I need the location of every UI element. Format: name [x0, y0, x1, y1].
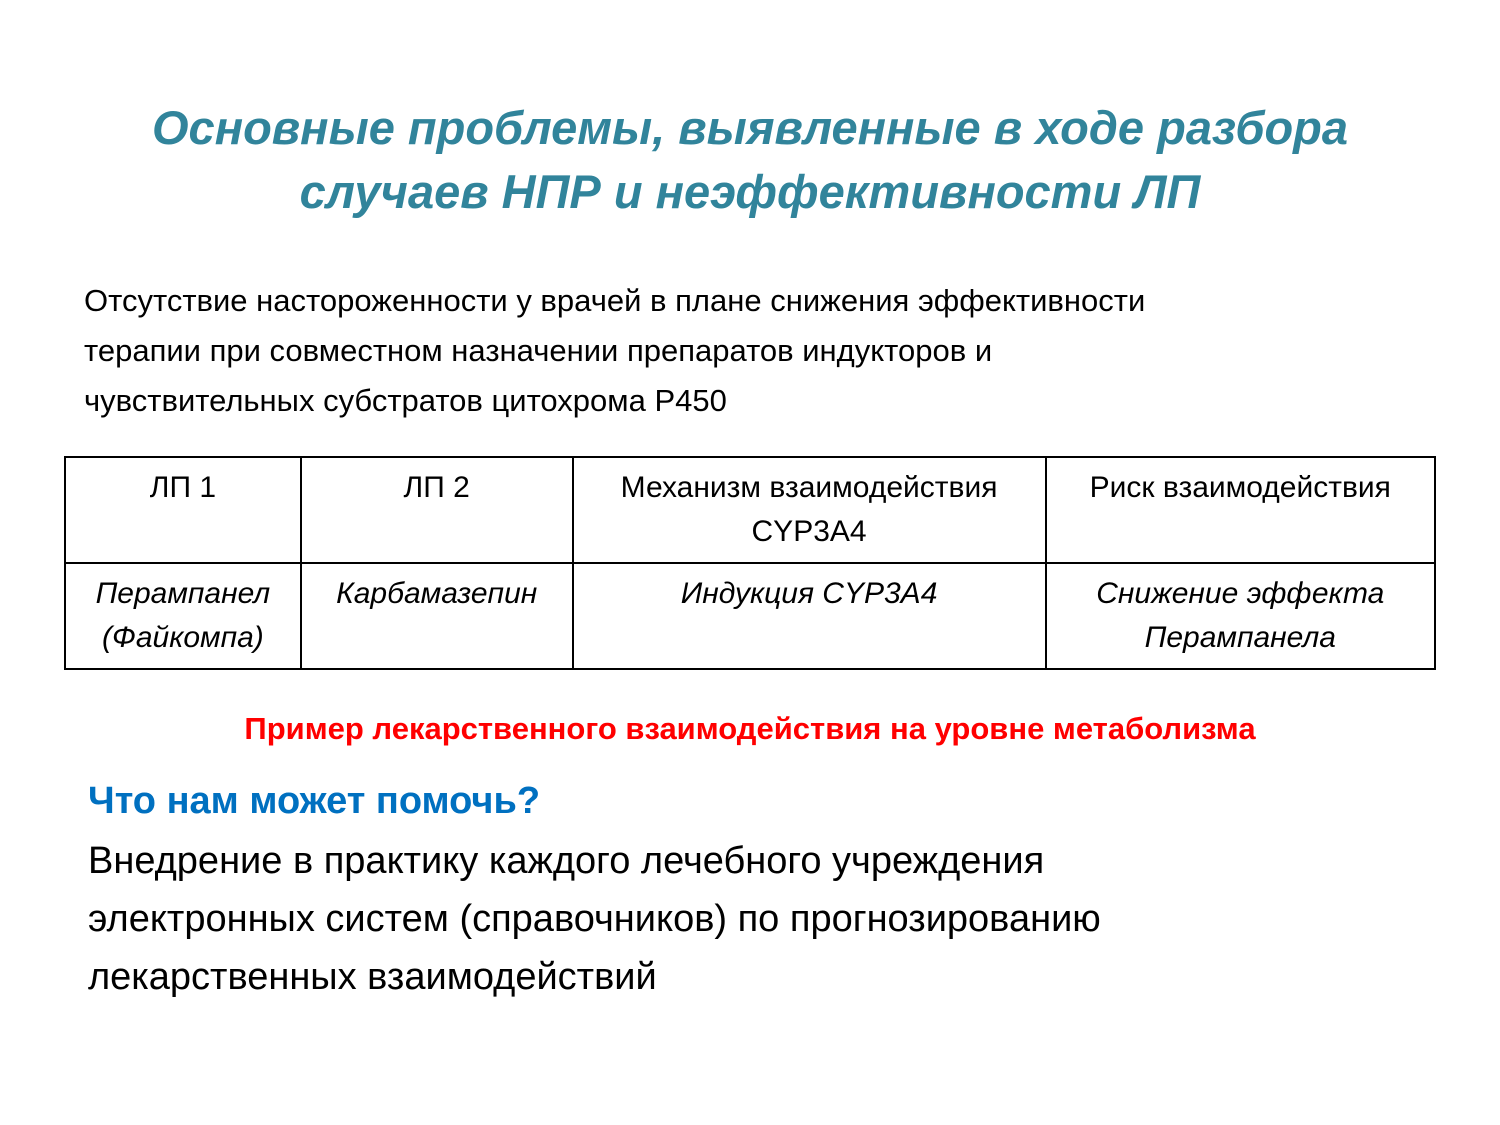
- answer-line: лекарственных взаимодействий: [88, 956, 657, 998]
- header-cell-risk: [1046, 457, 1435, 563]
- cell-text: Снижение эффекта: [1096, 577, 1385, 610]
- cell-text: Перампанел: [95, 577, 271, 610]
- header-cell-text: ЛП 1: [149, 471, 217, 504]
- header-cell-text: Риск взаимодействия: [1089, 471, 1391, 504]
- intro-paragraph: [84, 276, 1424, 426]
- header-cell-mechanism: [573, 457, 1046, 563]
- header-cell-text: ЛП 2: [403, 471, 470, 504]
- cell-mechanism: [573, 563, 1046, 669]
- cell-text: Индукция CYP3A4: [680, 577, 938, 610]
- table-header-row: [65, 457, 1435, 563]
- cell-drug-1: [65, 563, 301, 669]
- question-heading: Что нам может помочь?: [88, 780, 541, 822]
- answer-paragraph: [88, 832, 1448, 1006]
- cell-risk: [1046, 563, 1435, 669]
- cell-text: Перампанела: [1144, 621, 1336, 654]
- slide-title: [60, 96, 1440, 224]
- cell-text: Карбамазепин: [336, 577, 538, 610]
- header-cell-drug-2: [301, 457, 573, 563]
- cell-drug-2: [301, 563, 573, 669]
- header-cell-drug-1: [65, 457, 301, 563]
- interaction-table: [64, 456, 1436, 670]
- slide-title-line: Основные проблемы, выявленные в ходе разбора: [152, 101, 1348, 154]
- cell-text: (Файкомпа): [101, 621, 264, 654]
- answer-line: Внедрение в практику каждого лечебного учреждения: [88, 840, 1045, 882]
- answer-line: электронных систем (справочников) по прогнозированию: [88, 898, 1101, 940]
- intro-line: Отсутствие настороженности у врачей в плане снижения эффективности: [84, 283, 1146, 318]
- table-row: [65, 563, 1435, 669]
- intro-line: терапии при совместном назначении препаратов индукторов и: [84, 333, 993, 368]
- intro-line: чувствительных субстратов цитохрома Р450: [84, 383, 727, 418]
- header-cell-text: Механизм взаимодействия: [620, 471, 998, 504]
- header-cell-text: CYP3A4: [751, 515, 867, 548]
- example-caption: Пример лекарственного взаимодействия на уровне метаболизма: [244, 711, 1256, 746]
- slide-title-line: случаев НПР и неэффективности ЛП: [299, 165, 1201, 218]
